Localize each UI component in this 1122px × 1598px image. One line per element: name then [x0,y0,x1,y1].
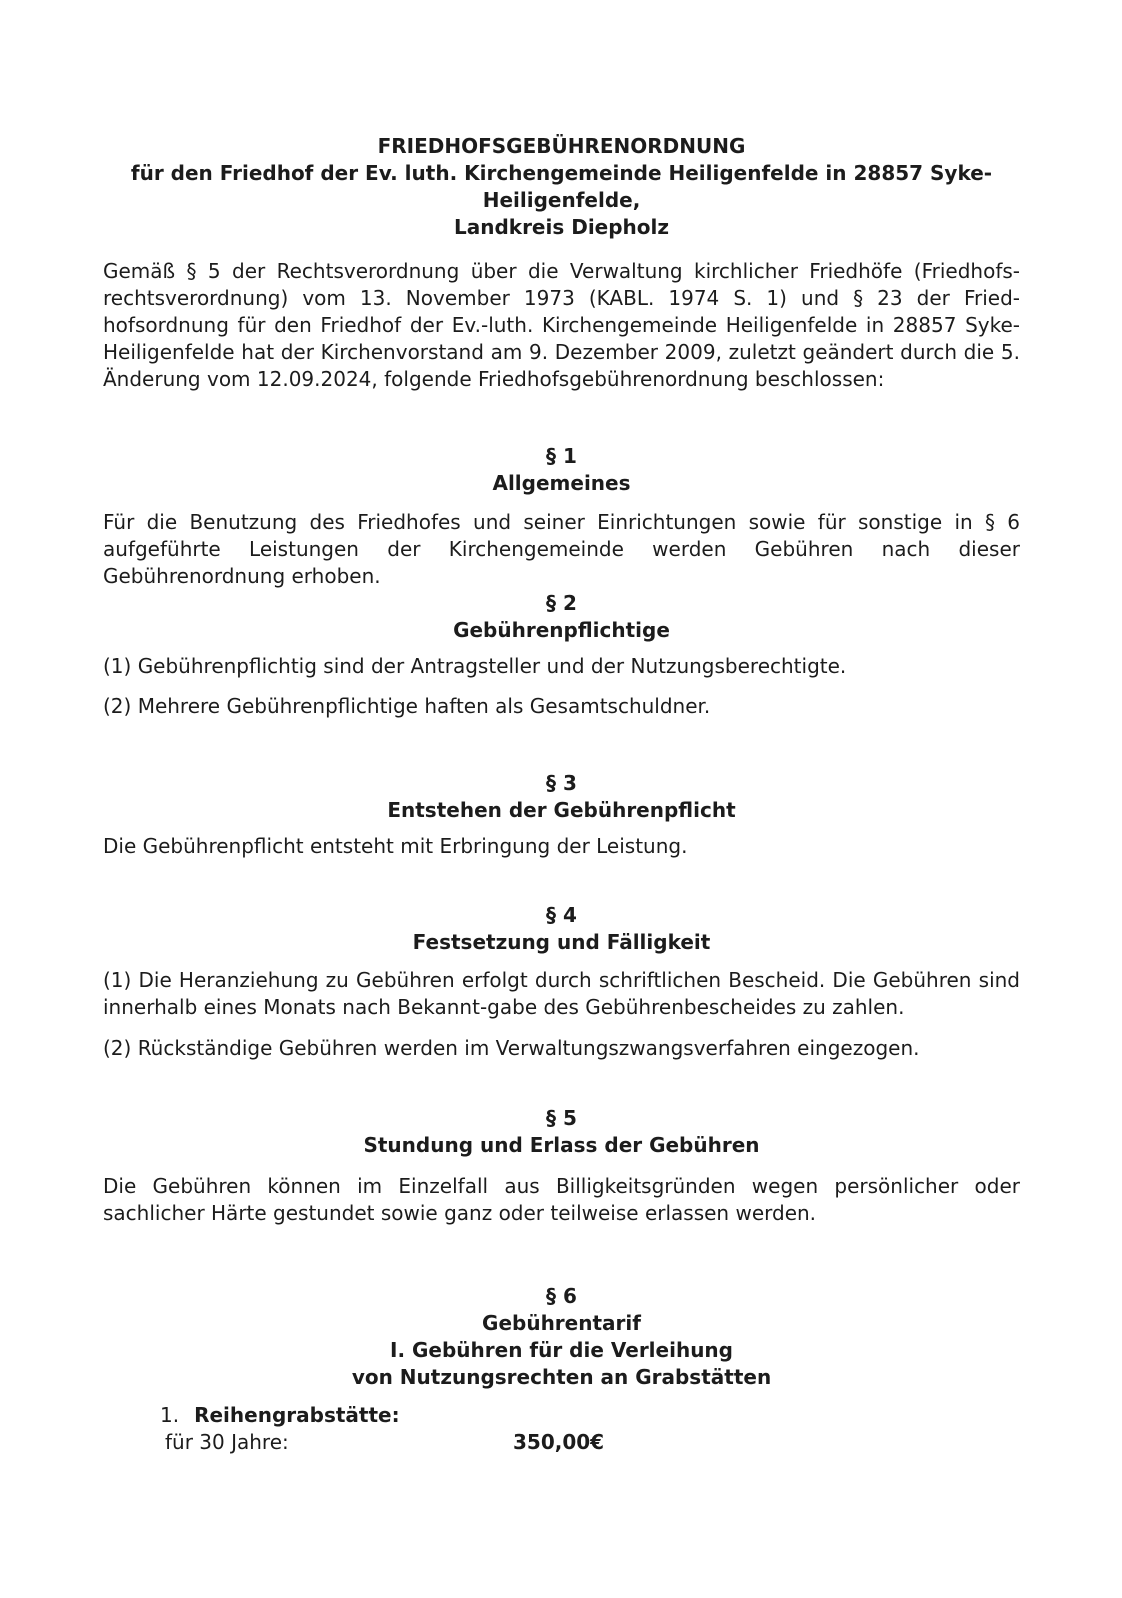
section-2-paragraph-2 [103,693,1020,720]
text-line: rechtsverordnung) vom 13. November 1973 (KABL. 1974 S. 1) und § 23 der Fried- [103,286,1020,310]
text-line: Festsetzung und Fälligkeit [412,930,711,954]
text-line: Stundung und Erlass der Gebühren [363,1133,760,1157]
text-line: (1) Gebührenpflichtig sind der Antragsteller und der Nutzungsberechtigte. [103,654,847,678]
section-5-paragraph [103,1173,1020,1227]
fee-label: für 30 Jahre: [165,1430,289,1454]
text-line: Allgemeines [492,471,631,495]
section-3-number: § 3 [546,771,577,795]
section-1-number: § 1 [546,444,577,468]
text-line: Die Gebühren können im Einzelfall aus Billigkeitsgründen wegen persönlicher oder [103,1174,1020,1198]
section-1-paragraph [103,509,1020,590]
text-line: Änderung vom 12.09.2024, folgende Friedhofsgebührenordnung beschlossen: [103,367,885,391]
section-3-paragraph [103,833,1020,860]
section-6-title [103,1310,1020,1391]
text-line: innerhalb eines Monats nach Bekannt-gabe des Gebührenbescheides zu zahlen. [103,995,905,1019]
text-line: Gemäß § 5 der Rechtsverordnung über die Verwaltung kirchlicher Friedhöfe (Friedhofs- [103,259,1020,283]
text-line: Landkreis Diepholz [453,215,670,239]
section-1-title [103,470,1020,497]
section-4-title [103,929,1020,956]
section-6-number: § 6 [546,1284,577,1308]
text-line: für den Friedhof der Ev. luth. Kirchengemeinde Heiligenfelde in 28857 Syke- [130,161,993,185]
text-line: FRIEDHOFSGEBÜHRENORDNUNG [377,134,746,158]
text-line: (2) Rückständige Gebühren werden im Verwaltungszwangsverfahren eingezogen. [103,1036,920,1060]
section-5-number: § 5 [546,1106,577,1130]
section-3-title [103,797,1020,824]
tariff-item-title: Reihengrabstätte: [194,1403,400,1427]
text-line: Entstehen der Gebührenpflicht [387,798,736,822]
text-line: Für die Benutzung des Friedhofes und seiner Einrichtungen sowie für sonstige in § 6 [103,510,1020,534]
text-line: Gebührenordnung erhoben. [103,564,381,588]
text-line: (1) Die Heranziehung zu Gebühren erfolgt durch schriftlichen Bescheid. Die Gebühren sind [103,968,1020,992]
text-line: Gebührenpflichtige [453,618,670,642]
fee-price: 350,00€ [513,1430,605,1454]
preamble-paragraph [103,258,1020,393]
tariff-fee-row [165,1429,1020,1456]
text-line: hofsordnung für den Friedhof der Ev.-luth. Kirchengemeinde Heiligenfelde in 28857 Syke- [103,313,1020,337]
section-4-number: § 4 [546,903,577,927]
text-line: Gebührentarif [482,1311,641,1335]
text-line: I. Gebühren für die Verleihung [390,1338,733,1362]
tariff-item-number: 1. [160,1403,180,1427]
tariff-item-1 [160,1402,1020,1429]
text-line: aufgeführte Leistungen der Kirchengemeinde werden Gebühren nach dieser [103,537,1020,561]
document-content [103,0,1020,1456]
section-4-paragraph-2 [103,1035,1020,1062]
text-line: (2) Mehrere Gebührenpflichtige haften als Gesamtschuldner. [103,694,711,718]
section-5-title [103,1132,1020,1159]
text-line: Heiligenfelde hat der Kirchenvorstand am 9. Dezember 2009, zuletzt geändert durch die 5. [103,340,1020,364]
section-2-number: § 2 [546,591,577,615]
section-4-paragraph-1 [103,967,1020,1021]
section-2-title [103,617,1020,644]
text-line: Heiligenfelde, [482,188,641,212]
section-2-paragraph-1 [103,653,1020,680]
text-line: Die Gebührenpflicht entsteht mit Erbringung der Leistung. [103,834,688,858]
document-title [103,133,1020,241]
text-line: von Nutzungsrechten an Grabstätten [351,1365,772,1389]
text-line: sachlicher Härte gestundet sowie ganz oder teilweise erlassen werden. [103,1201,817,1225]
